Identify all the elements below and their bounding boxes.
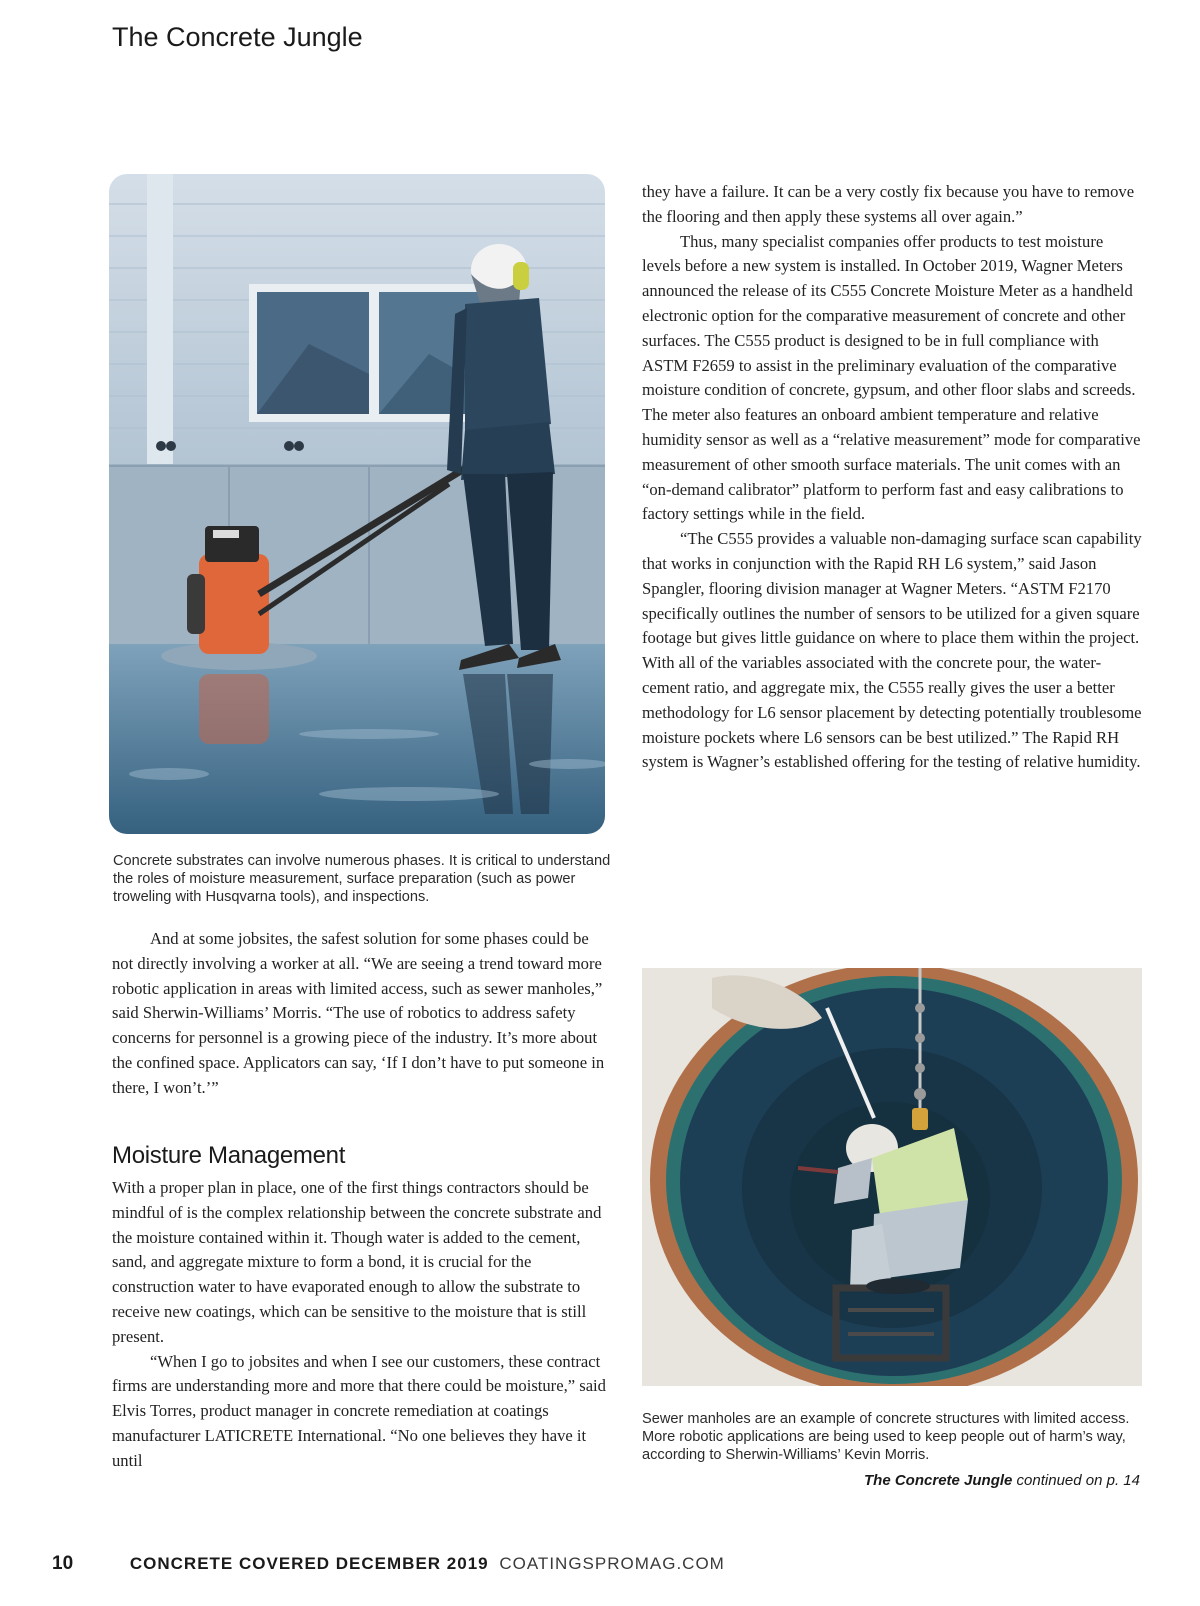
sewer-manhole-illustration — [642, 968, 1142, 1386]
running-head: The Concrete Jungle — [112, 22, 363, 52]
continuation-note — [864, 1472, 1140, 1489]
body-paragraph: “The C555 provides a valuable non-damaging surface scan capability that works in conjunction with the Rapid RH L6 system,” said Jason Spangler, flooring division manager at Wagner Meters. “ASTM F2170 specifically outlines the number of sensors to be utilized for a given square footage but gives little guidance on where to place them within the project. With all of the variables associated with the concrete pour, the water-cement ratio, and aggregate mix, the C555 really gives the user a better methodology for L6 sensor placement by detecting potentially troublesome moisture pockets where L6 sensors can be best utilized.” The Rapid RH system is Wagner’s established offering for the testing of relative humidity. — [642, 529, 1142, 772]
page-number: 10 — [52, 1553, 74, 1574]
body-paragraph: Thus, many specialist companies offer products to test moisture levels before a new system is installed. In October 2019, Wagner Meters announced the release of its C555 Concrete Moisture Meter as a handheld electronic option for the comparative measurement of concrete and other surfaces. The C555 product is designed to be in full compliance with ASTM F2659 to assist in the preliminary evaluation of the comparative moisture condition of concrete, gypsum, and other floor slabs and screeds. The meter also features an onboard ambient temperature and relative humidity sensor as well as a “relative measurement” mode for comparative measurement of other smooth surface materials. The unit comes with an “on-demand calibrator” platform to perform fast and easy calibrations to factory settings while in the field. — [642, 231, 1141, 524]
page-footer — [52, 1553, 725, 1575]
left-column-intro — [112, 927, 612, 1101]
figure-caption-troweling: Concrete substrates can involve numerous phases. It is critical to understand the roles of moisture measurement, surface preparation (such as power troweling with Husqvarna tools), and inspections. — [113, 853, 611, 905]
right-column — [642, 180, 1142, 775]
sewer-manhole-photo — [642, 968, 1142, 1386]
body-paragraph: And at some jobsites, the safest solution for some phases could be not directly involving a worker at all. “We are seeing a trend toward more robotic application in areas with limited access, such as sewer manholes,” said Sherwin-Williams’ Morris. “The use of robotics to address safety concerns for personnel is a growing piece of the industry. It’s more about the confined space. Applicators can say, ‘If I don’t have to put someone in there, I won’t.’” — [112, 929, 605, 1097]
body-paragraph: they have a failure. It can be a very costly fix because you have to remove the flooring and then apply these systems all over again.” — [642, 182, 1135, 226]
power-troweling-photo — [109, 174, 605, 834]
body-paragraph: “When I go to jobsites and when I see our customers, these contract firms are understanding more and more that there could be moisture,” said Elvis Torres, product manager in concrete remediation at coatings manufacturer LATICRETE International. “No one believes they have it until — [112, 1351, 606, 1470]
section-heading-moisture-management: Moisture Management — [112, 1142, 346, 1169]
continuation-page: p. 14 — [1106, 1472, 1140, 1489]
continuation-text: continued on — [1016, 1472, 1103, 1489]
body-paragraph: With a proper plan in place, one of the first things contractors should be mindful of is the complex relationship between the concrete substrate and the moisture contained within it. Though water is added to the cement, sand, and aggregate mixture to form a bond, it is crucial for the construction water to have evaporated enough to allow the substrate to receive new coatings, which can be sensitive to the moisture that is still present. — [112, 1178, 602, 1346]
publication-issue: CONCRETE COVERED DECEMBER 2019 — [129, 1554, 489, 1573]
figure-caption-manhole: Sewer manholes are an example of concrete structures with limited access. More robotic applications are being used to keep people out of harm’s way, according to Sherwin-Williams’ Kevin Morris. — [642, 1411, 1130, 1463]
website: COATINGSPROMAG.COM — [499, 1554, 725, 1573]
left-column-moisture — [112, 1176, 612, 1474]
continuation-title: The Concrete Jungle — [864, 1472, 1013, 1489]
power-troweling-illustration — [109, 174, 605, 834]
